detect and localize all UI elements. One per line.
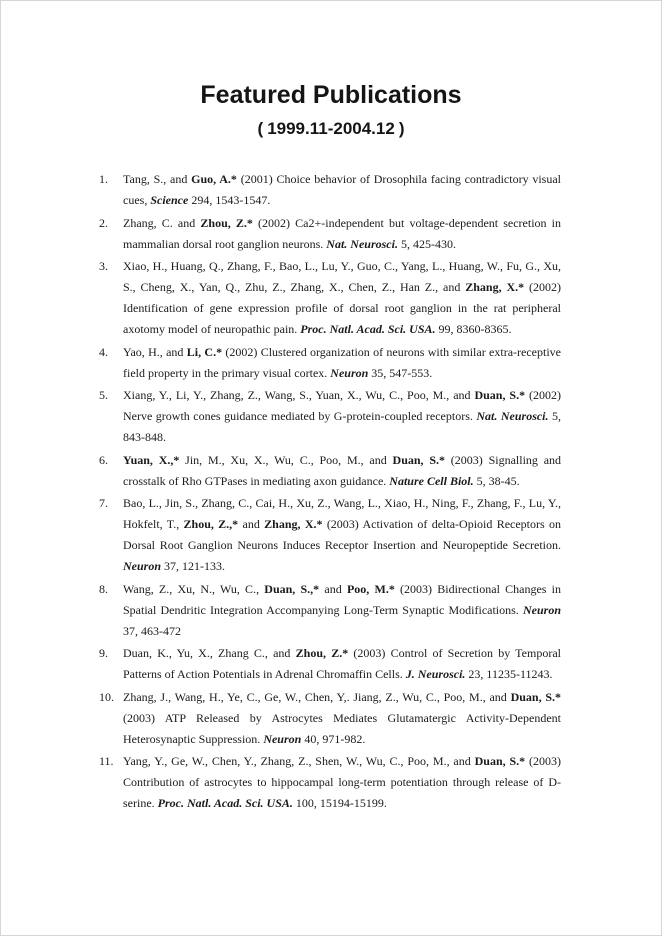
- reference-text: (2003) Contribution of astrocytes to hippocampal long-term potentiation through release of D-serine.: [123, 754, 562, 810]
- reference-text: 99, 8360-8365.: [435, 322, 512, 336]
- journal-name: Science: [150, 193, 189, 207]
- journal-name: Nat. Neurosci.: [326, 236, 398, 251]
- publication-item: [99, 342, 561, 384]
- reference-text: Bao, L., Jin, S., Zhang, C., Cai, H., Xu, Z., Wang, L., Xiao, H., Ning, F., Zhang, F., Lu, Y., Hokfelt, T.,: [123, 496, 561, 531]
- reference-text: Tang, S., and: [123, 172, 192, 186]
- author-emphasis: Duan, S.*: [474, 388, 526, 402]
- publication-number: 5.: [99, 388, 108, 402]
- publication-item: [99, 169, 561, 211]
- reference-text: Wang, Z., Xu, N., Wu, C.,: [123, 581, 265, 596]
- reference-text: 37, 463-472: [123, 623, 181, 638]
- reference-text: Duan, K., Yu, X., Zhang C., and: [123, 646, 296, 660]
- reference-text: 40, 971-982.: [301, 731, 366, 746]
- publication-item: [99, 687, 561, 750]
- publication-item: [99, 213, 561, 255]
- document-title: Featured Publications: [200, 81, 462, 109]
- publication-number: 7.: [99, 496, 108, 510]
- reference-text: Zhang, J., Wang, H., Ye, C., Ge, W., Chen, Y,. Jiang, Z., Wu, C., Poo, M., and: [123, 689, 511, 704]
- reference-text: (2001) Choice behavior of Drosophila facing contradictory visual cues,: [123, 172, 562, 207]
- author-emphasis: Duan, S.,*: [264, 581, 320, 596]
- journal-name: Neuron: [123, 559, 162, 573]
- journal-name: Neuron: [330, 365, 369, 380]
- journal-name: Neuron: [522, 602, 561, 617]
- publication-number: 10.: [99, 689, 114, 704]
- author-emphasis: Zhou, Z.,*: [183, 517, 239, 531]
- author-emphasis: Zhou, Z.*: [295, 646, 349, 660]
- publication-item: [99, 450, 561, 492]
- publication-item: [99, 256, 561, 340]
- publication-number: 1.: [99, 172, 108, 186]
- author-emphasis: Zhang, X.*: [465, 280, 525, 294]
- publication-item: [99, 579, 561, 642]
- reference-text: (2002) Identification of gene expression profile of dorsal root ganglion in the rat peripheral axotomy model of neuropathic pain.: [123, 280, 561, 336]
- journal-name: Nature Cell Biol.: [389, 473, 474, 488]
- author-emphasis: Zhang, X.*: [264, 517, 323, 531]
- reference-text: Yang, Y., Ge, W., Chen, Y., Zhang, Z., Shen, W., Wu, C., Poo, M., and: [123, 754, 475, 768]
- publication-number: 4.: [99, 344, 108, 359]
- reference-text: (2002) Clustered organization of neurons with similar extra-receptive field property in the primary visual cortex.: [123, 344, 561, 380]
- document-subtitle: [1, 119, 661, 139]
- author-emphasis: Duan, S.*: [510, 689, 562, 704]
- journal-name: Neuron: [263, 731, 302, 746]
- publication-item: [99, 385, 561, 448]
- reference-text: (2003) Control of Secretion by Temporal Patterns of Action Potentials in Adrenal Chromaffin Cells.: [123, 646, 561, 681]
- subtitle-years: 1999.11-2004.12: [267, 119, 395, 138]
- reference-text: 5, 425-430.: [397, 236, 456, 251]
- reference-text: (2003) Bidirectional Changes in Spatial Dendritic Integration Accompanying Long-Term Synaptic Modifications.: [123, 581, 561, 617]
- reference-text: 5, 38-45.: [473, 473, 520, 488]
- reference-text: 37, 121-133.: [161, 559, 226, 573]
- publication-item: [99, 751, 561, 814]
- publication-number: 3.: [99, 259, 108, 273]
- publication-number: 6.: [99, 452, 108, 467]
- journal-name: J. Neurosci.: [405, 667, 466, 681]
- reference-text: and: [238, 517, 265, 531]
- publication-number: 8.: [99, 581, 108, 596]
- author-emphasis: Zhou, Z.*: [200, 215, 253, 230]
- publication-reference: [123, 256, 561, 340]
- publication-list: [1, 169, 661, 814]
- reference-text: 35, 547-553.: [368, 365, 433, 380]
- reference-text: (2003) ATP Released by Astrocytes Mediates Glutamatergic Activity-Dependent Heterosynaptic Suppression.: [123, 710, 561, 746]
- publication-reference: [123, 342, 561, 384]
- reference-text: 23, 11235-11243.: [465, 667, 553, 681]
- reference-text: Jin, M., Xu, X., Wu, C., Poo, M., and: [179, 452, 393, 467]
- publication-number: 11.: [99, 754, 114, 768]
- publication-reference: [123, 687, 561, 750]
- publication-reference: [123, 493, 561, 577]
- reference-text: Xiao, H., Huang, Q., Zhang, F., Bao, L., Lu, Y., Guo, C., Yang, L., Huang, W., Fu, G., Xu, S., Cheng, X., Yan, Q., Zhu, Z., Zhang, X., Chen, Z., Han Z., and: [123, 259, 561, 294]
- reference-text: (2002) Ca2+-independent but voltage-dependent secretion in mammalian dorsal root ganglion neurons.: [123, 215, 562, 251]
- publication-reference: [123, 169, 561, 211]
- reference-text: 5, 843-848.: [123, 409, 562, 444]
- author-emphasis: Yuan, X.,*: [123, 452, 180, 467]
- publication-item: [99, 643, 561, 685]
- subtitle-open-paren: (: [257, 119, 264, 138]
- reference-text: 100, 15194-15199.: [292, 796, 387, 810]
- reference-text: (2003) Activation of delta-Opioid Receptors on Dorsal Root Ganglion Neurons Induces Receptor Insertion and Neuropeptide Secretion.: [123, 517, 561, 552]
- reference-text: 294, 1543-1547.: [188, 193, 271, 207]
- publication-reference: [123, 213, 561, 255]
- author-emphasis: Duan, S.*: [474, 754, 526, 768]
- journal-name: Nat. Neurosci.: [476, 409, 549, 423]
- subtitle-close-paren: ): [398, 119, 405, 138]
- publication-item: [99, 493, 561, 577]
- author-emphasis: Guo, A.*: [191, 172, 237, 186]
- publication-reference: [123, 751, 561, 814]
- reference-text: (2002) Nerve growth cones guidance mediated by G-protein-coupled receptors.: [123, 388, 561, 423]
- publication-number: 2.: [99, 215, 108, 230]
- author-emphasis: Duan, S.*: [392, 452, 446, 467]
- journal-name: Proc. Natl. Acad. Sci. USA.: [300, 322, 436, 336]
- reference-text: (2003) Signalling and crosstalk of Rho GTPases in mediating axon guidance.: [123, 452, 562, 488]
- publication-reference: [123, 385, 561, 448]
- publication-number: 9.: [99, 646, 108, 660]
- publication-reference: [123, 450, 561, 492]
- reference-text: Zhang, C. and: [123, 215, 201, 230]
- reference-text: and: [319, 581, 347, 596]
- reference-text: Xiang, Y., Li, Y., Zhang, Z., Wang, S., Yuan, X., Wu, C., Poo, M., and: [123, 388, 475, 402]
- publication-reference: [123, 643, 561, 685]
- author-emphasis: Li, C.*: [186, 344, 223, 359]
- publication-reference: [123, 579, 561, 642]
- author-emphasis: Poo, M.*: [346, 581, 395, 596]
- journal-name: Proc. Natl. Acad. Sci. USA.: [157, 796, 293, 810]
- reference-text: Yao, H., and: [123, 344, 187, 359]
